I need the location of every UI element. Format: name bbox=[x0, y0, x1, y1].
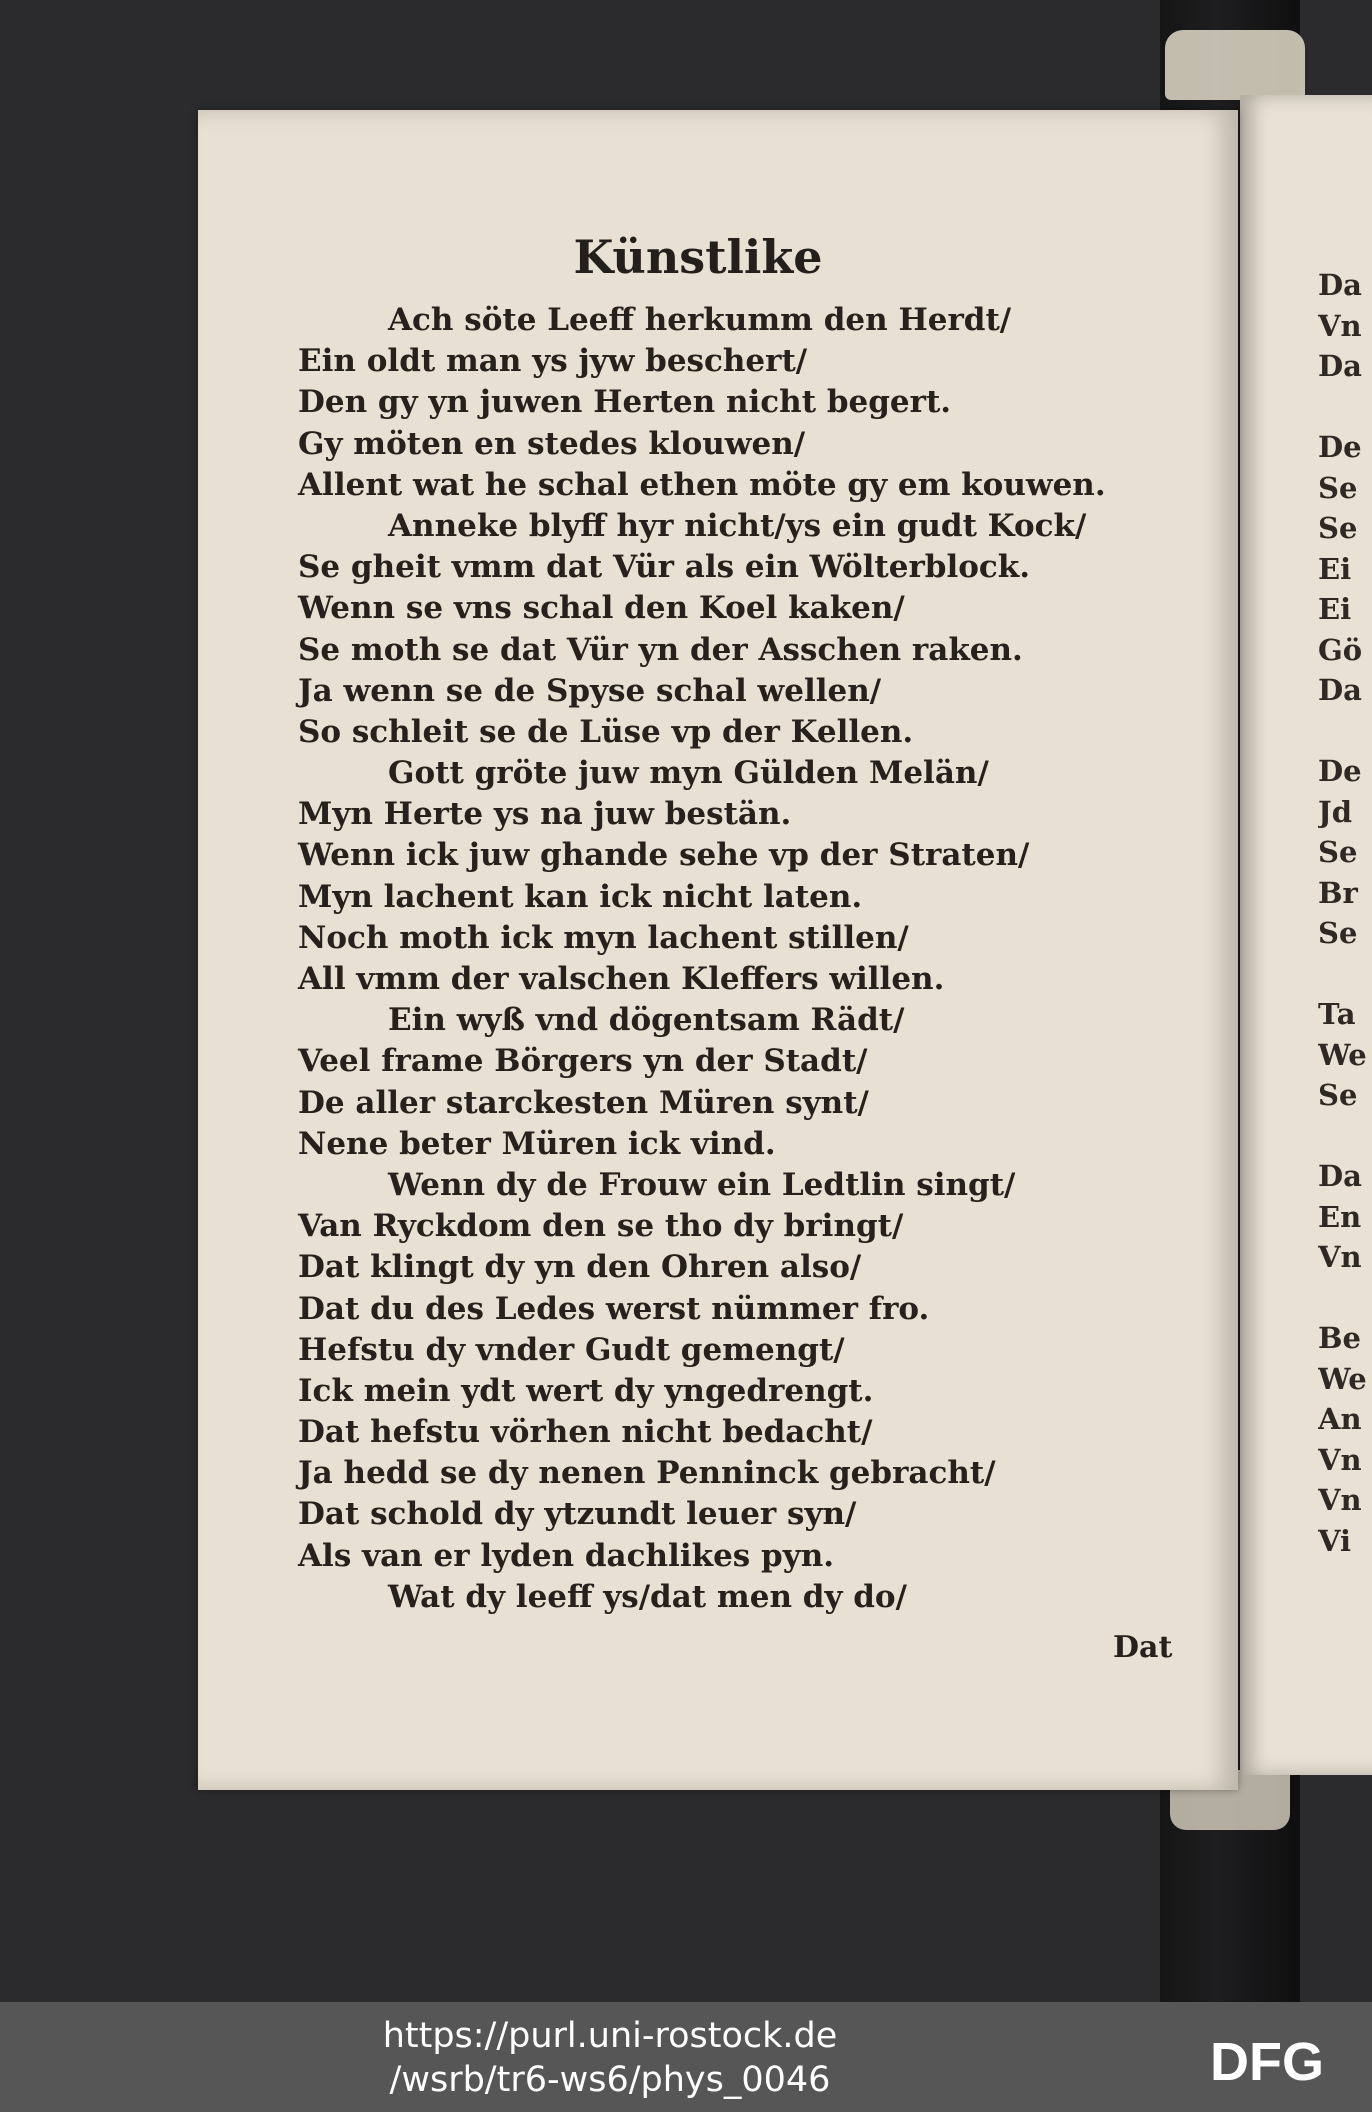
verse-line: Dat du des Ledes werst nümmer fro. bbox=[298, 1290, 930, 1327]
right-page-fragment: Vn bbox=[1318, 1483, 1362, 1517]
spine-headband bbox=[1165, 30, 1305, 100]
right-page-fragment: Ta bbox=[1318, 997, 1356, 1031]
verse-line: Van Ryckdom den se tho dy bringt/ bbox=[298, 1208, 904, 1245]
verse-line: Myn lachent kan ick nicht laten. bbox=[298, 878, 863, 915]
verse-line: Anneke blyff hyr nicht/ys ein gudt Kock/ bbox=[388, 507, 1087, 544]
right-page-fragment bbox=[1318, 1278, 1372, 1319]
right-page-fragment: Vn bbox=[1318, 1442, 1362, 1477]
page-header-title: Künstlike bbox=[573, 230, 823, 284]
verse-line: De aller starckesten Müren synt/ bbox=[298, 1084, 869, 1121]
verse-line: Ach söte Leeff herkumm den Herdt/ bbox=[388, 302, 1012, 338]
catchword: Dat bbox=[1113, 1630, 1173, 1665]
right-page-fragment: Vn bbox=[1318, 1240, 1362, 1274]
verse-line: Wenn se vns schal den Koel kaken/ bbox=[298, 590, 905, 627]
right-page-fragment bbox=[1318, 387, 1372, 428]
right-page-fragment: En bbox=[1318, 1199, 1362, 1234]
verse-line: Se moth se dat Vür yn der Asschen raken. bbox=[298, 631, 1023, 668]
verse-text bbox=[298, 300, 1198, 1618]
verse-line: Ja hedd se dy nenen Penninck gebracht/ bbox=[298, 1455, 996, 1492]
right-page-fragment: Da bbox=[1318, 673, 1362, 707]
right-page-fragment bbox=[1318, 954, 1372, 995]
right-page-fragment: Br bbox=[1318, 875, 1358, 910]
verse-line: Wenn dy de Frouw ein Ledtlin singt/ bbox=[388, 1166, 1016, 1203]
verse-line: Myn Herte ys na juw bestän. bbox=[298, 796, 792, 833]
verse-line: Gy möten en stedes klouwen/ bbox=[298, 425, 806, 462]
verse-line: Dat schold dy ytzundt leuer syn/ bbox=[298, 1496, 857, 1533]
right-page-fragment: Se bbox=[1318, 916, 1358, 950]
verse-line: Ja wenn se de Spyse schal wellen/ bbox=[298, 672, 882, 709]
right-page-fragment: Se bbox=[1318, 511, 1358, 545]
right-page-text-fragments bbox=[1318, 265, 1372, 1595]
verse-line: Den gy yn juwen Herten nicht begert. bbox=[298, 384, 952, 421]
right-page-fragment: Da bbox=[1318, 268, 1362, 302]
right-page-fragment: We bbox=[1318, 1037, 1367, 1072]
verse-line: Dat hefstu vörhen nicht bedacht/ bbox=[298, 1414, 873, 1451]
right-page-fragment: De bbox=[1318, 754, 1362, 788]
verse-line: Veel frame Börgers yn der Stadt/ bbox=[298, 1043, 868, 1080]
right-page-fragment: Se bbox=[1318, 835, 1358, 869]
verse-line: Gott gröte juw myn Gülden Melän/ bbox=[388, 755, 989, 792]
verse-line: All vmm der valschen Kleffers willen. bbox=[298, 961, 945, 997]
verse-line: Dat klingt dy yn den Ohren also/ bbox=[298, 1249, 862, 1286]
verse-line: Wenn ick juw ghande sehe vp der Straten/ bbox=[298, 837, 1030, 874]
verse-line: Hefstu dy vnder Gudt gemengt/ bbox=[298, 1331, 845, 1368]
viewer-footer bbox=[0, 2002, 1372, 2112]
right-page-fragment bbox=[1318, 711, 1372, 752]
right-page-fragment: Gö bbox=[1318, 632, 1363, 667]
permalink-line-2[interactable]: /wsrb/tr6-ws6/phys_0046 bbox=[389, 2060, 831, 2100]
dfg-logo bbox=[1210, 2030, 1355, 2090]
verse-line: Se gheit vmm dat Vür als ein Wölterblock. bbox=[298, 549, 1031, 586]
right-page-fragment: Se bbox=[1318, 1078, 1358, 1112]
verse-line: Als van er lyden dachlikes pyn. bbox=[298, 1537, 835, 1574]
verse-line: Noch moth ick myn lachent stillen/ bbox=[298, 919, 909, 956]
verse-line: Wat dy leeff ys/dat men dy do/ bbox=[388, 1578, 907, 1615]
verse-line: Allent wat he schal ethen möte gy em kouwen. bbox=[298, 466, 1106, 503]
verse-line: Ick mein ydt wert dy yngedrengt. bbox=[298, 1372, 874, 1409]
permalink-line-1[interactable]: https://purl.uni-rostock.de bbox=[382, 2016, 838, 2056]
right-page-fragment: Ei bbox=[1318, 551, 1352, 586]
right-page-fragment: An bbox=[1318, 1402, 1362, 1436]
verse-line: Ein oldt man ys jyw beschert/ bbox=[298, 343, 808, 380]
right-page-fragment: Vn bbox=[1318, 308, 1362, 343]
right-page-fragment: Vi bbox=[1318, 1523, 1352, 1558]
right-page-fragment: Se bbox=[1318, 470, 1358, 505]
right-page-fragment: We bbox=[1318, 1361, 1367, 1396]
right-page-fragment: De bbox=[1318, 430, 1362, 464]
right-page-fragment: Ei bbox=[1318, 592, 1352, 626]
dfg-logo-text: DFG bbox=[1210, 2032, 1324, 2090]
left-page bbox=[198, 110, 1238, 1790]
right-page-fragment: Da bbox=[1318, 349, 1362, 383]
verse-line: Nene beter Müren ick vind. bbox=[298, 1125, 776, 1162]
permalink[interactable] bbox=[370, 2014, 850, 2102]
right-page-fragment: Be bbox=[1318, 1321, 1361, 1355]
verse-line: Ein wyß vnd dögentsam Rädt/ bbox=[388, 1002, 905, 1039]
right-page-fragment bbox=[1318, 1116, 1372, 1157]
verse-line: So schleit se de Lüse vp der Kellen. bbox=[298, 713, 914, 750]
right-page-fragment: Da bbox=[1318, 1159, 1362, 1193]
right-page-fragment: Jd bbox=[1318, 794, 1352, 829]
